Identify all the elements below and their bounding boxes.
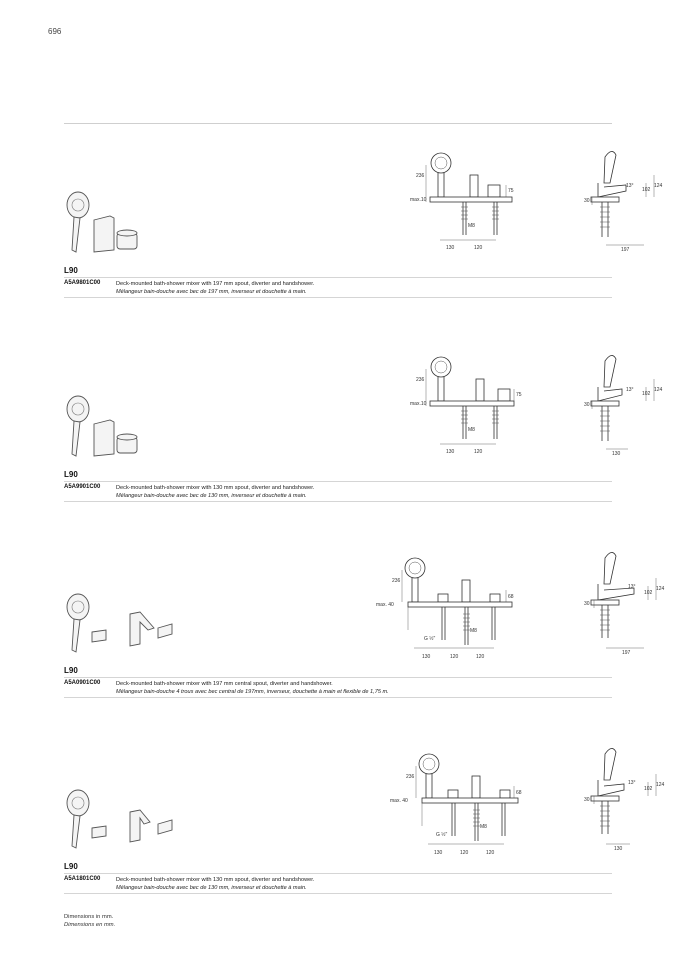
description-en: Deck-mounted bath-shower mixer with 130 mm spout, diverter and handshower. (116, 877, 315, 883)
product-row (64, 677, 612, 698)
product-section-4 (64, 736, 665, 896)
dim-30: 30 (584, 601, 590, 607)
footnote-fr: Dimensions en mm. (64, 922, 116, 928)
technical-drawing (372, 550, 665, 665)
dim-max: max. 40 (376, 602, 394, 608)
dim-m8: M8 (468, 223, 475, 229)
footnote (64, 913, 115, 929)
dim-30: 30 (584, 797, 590, 803)
dim-30: 30 (584, 402, 590, 408)
model-name: L90 (64, 266, 78, 275)
dim-g: G ½" (424, 636, 436, 642)
product-code: A5A0901C00 (64, 680, 101, 686)
dim-b: 120 (460, 850, 469, 856)
product-description (116, 280, 314, 296)
dim-a: 130 (446, 449, 455, 455)
description-en: Deck-mounted bath-shower mixer with 197 mm spout, diverter and handshower. (116, 281, 315, 287)
dim-spout: 197 (621, 247, 630, 253)
dim-a: 130 (434, 850, 443, 856)
model-name: L90 (64, 862, 78, 871)
dim-spout: 130 (612, 451, 621, 457)
dim-124: 124 (654, 183, 663, 189)
product-description (116, 680, 389, 696)
dim-b: 120 (450, 654, 459, 660)
dim-c: 120 (486, 850, 495, 856)
dim-124: 124 (656, 586, 665, 592)
product-row (64, 873, 612, 894)
dim-68: 68 (508, 594, 514, 600)
product-code: A5A1801C00 (64, 876, 101, 882)
handshower-icon (67, 790, 89, 848)
description-fr: Mélangeur bain-douche 4 trous avec bec central de 197mm, inverseur, douchette à main et flexible de 1,75 m. (116, 689, 389, 695)
dim-m8: M8 (468, 427, 475, 433)
handle-icon (117, 434, 137, 453)
dim-hose: 236 (406, 774, 415, 780)
dim-75: 75 (516, 392, 522, 398)
dim-angle: 13° (626, 183, 634, 189)
product-section-1 (64, 140, 663, 300)
dim-102: 102 (644, 786, 653, 792)
top-divider (64, 123, 612, 124)
description-fr: Mélangeur bain-douche avec bec de 130 mm, inverseur et douchette à main. (116, 493, 307, 499)
footnote-en: Dimensions in mm. (64, 914, 114, 920)
product-section-3 (64, 540, 665, 700)
dim-angle: 13° (628, 584, 636, 590)
product-description (116, 876, 314, 892)
product-row (64, 277, 612, 298)
dim-max: max.10 (410, 401, 427, 407)
dim-max: max.10 (410, 197, 427, 203)
handle-icon (117, 230, 137, 249)
dim-124: 124 (656, 782, 665, 788)
dim-c: 120 (476, 654, 485, 660)
dim-102: 102 (644, 590, 653, 596)
spout-icon (130, 810, 150, 842)
spout-icon (130, 612, 154, 646)
technical-drawing (410, 349, 666, 464)
dim-max: max. 40 (390, 798, 408, 804)
product-row (64, 481, 612, 502)
dim-m8: M8 (470, 628, 477, 634)
technical-drawing (410, 145, 666, 260)
dim-angle: 13° (628, 780, 636, 786)
dim-a: 130 (446, 245, 455, 251)
handshower-icon (67, 594, 89, 652)
dim-m8: M8 (480, 824, 487, 830)
dim-b: 120 (474, 449, 483, 455)
description-en: Deck-mounted bath-shower mixer with 130 mm spout, diverter and handshower. (116, 485, 315, 491)
page-number: 696 (48, 27, 62, 36)
model-name: L90 (64, 666, 78, 675)
dim-spout: 130 (614, 846, 623, 852)
handle-right-icon (158, 820, 172, 834)
spout-icon (94, 420, 114, 456)
dim-hose: 236 (416, 173, 425, 179)
dim-124: 124 (654, 387, 663, 393)
dim-angle: 13° (626, 387, 634, 393)
description-fr: Mélangeur bain-douche avec bec de 130 mm, inverseur et douchette à main. (116, 885, 307, 891)
dim-g: G ½" (436, 832, 448, 838)
product-description (116, 484, 314, 500)
product-section-2 (64, 344, 663, 504)
handle-right-icon (158, 624, 172, 638)
dim-102: 102 (642, 187, 651, 193)
handle-left-icon (92, 630, 106, 642)
dim-30: 30 (584, 198, 590, 204)
handshower-icon (67, 192, 89, 252)
spout-icon (94, 216, 114, 252)
dim-spout: 197 (622, 650, 631, 656)
product-code: A5A9901C00 (64, 484, 101, 490)
handshower-icon (67, 396, 89, 456)
dim-75: 75 (508, 188, 514, 194)
product-code: A5A9801C00 (64, 280, 101, 286)
dim-b: 120 (474, 245, 483, 251)
dim-hose: 236 (416, 377, 425, 383)
description-fr: Mélangeur bain-douche avec bec de 197 mm, inverseur et douchette à main. (116, 289, 307, 295)
handle-left-icon (92, 826, 106, 838)
model-name: L90 (64, 470, 78, 479)
dim-hose: 236 (392, 578, 401, 584)
dim-a: 130 (422, 654, 431, 660)
dim-102: 102 (642, 391, 651, 397)
dim-68: 68 (516, 790, 522, 796)
technical-drawing (386, 746, 665, 861)
description-en: Deck-mounted bath-shower mixer with 197 mm central spout, diverter and handshower. (116, 681, 333, 687)
